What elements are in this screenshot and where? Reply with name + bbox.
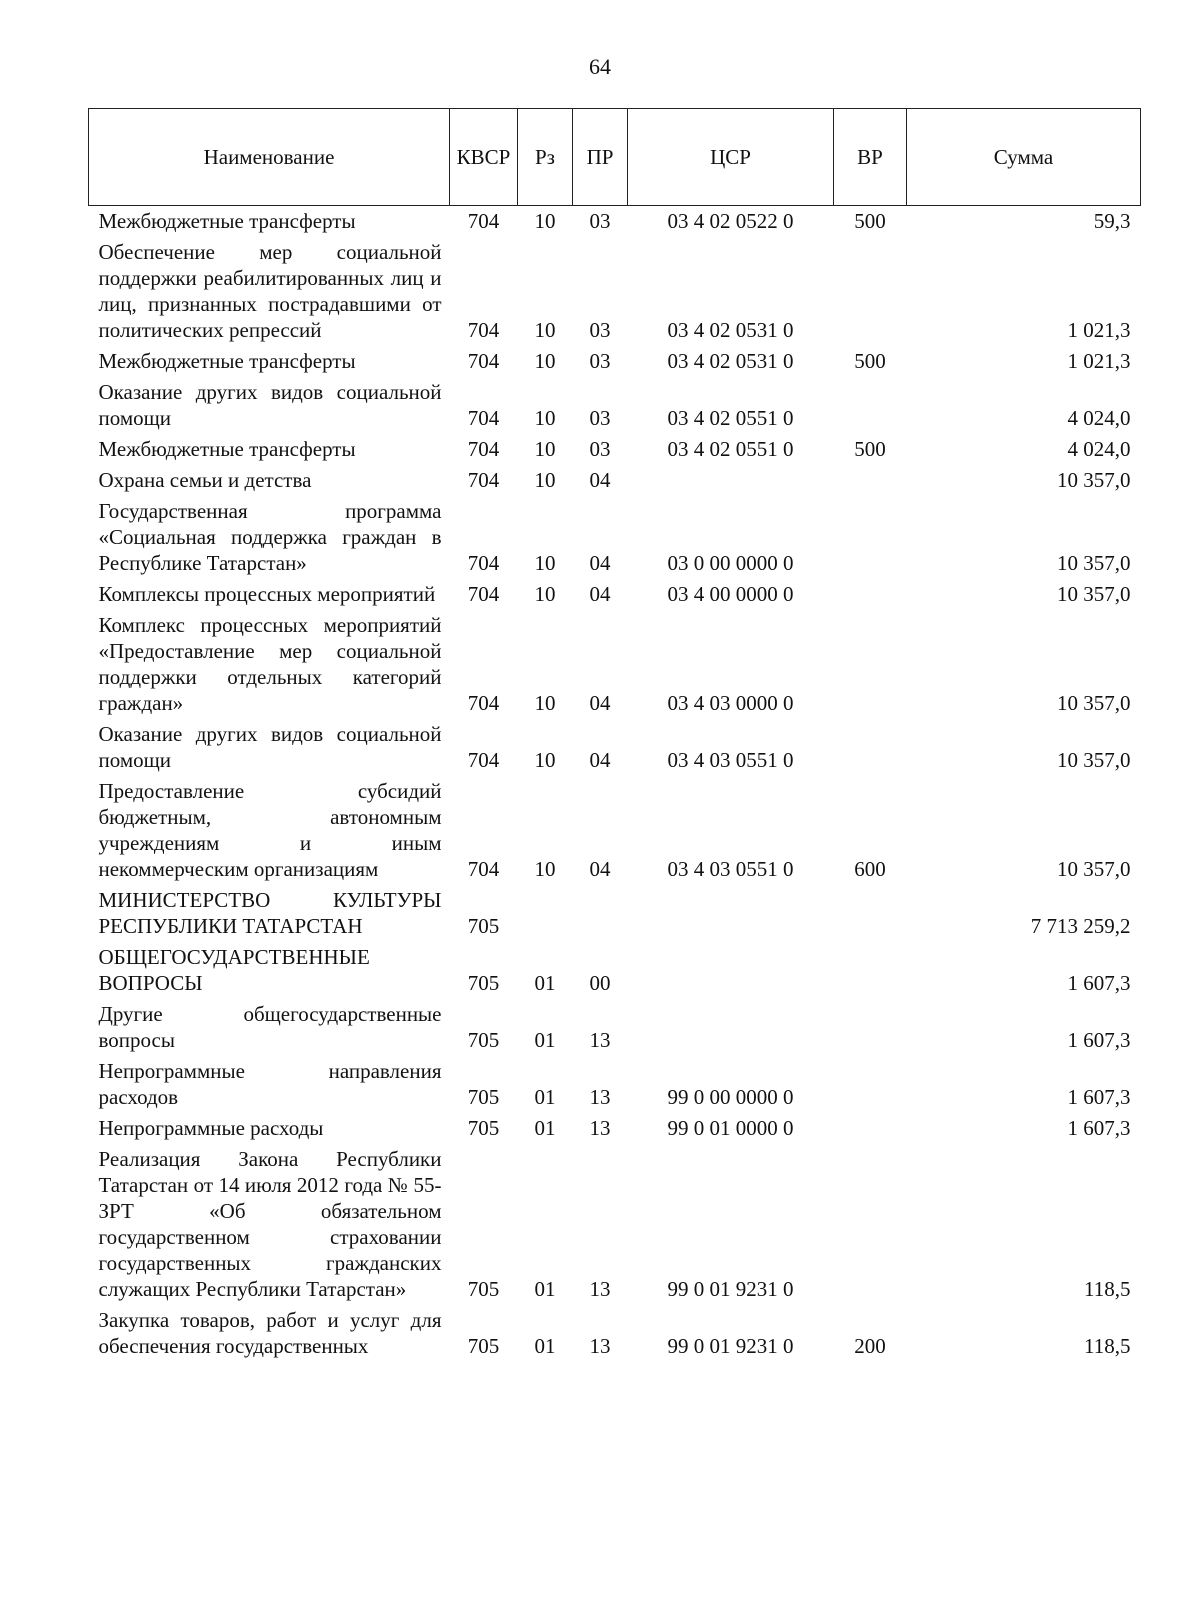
- cell-kvsr: 704: [467, 748, 500, 772]
- cell-pr: 04: [589, 748, 611, 772]
- cell-csr: 99 0 00 0000 0: [667, 1085, 794, 1109]
- table-header-row: [89, 109, 1141, 206]
- cell-pr: 03: [589, 437, 611, 461]
- cell-pr: 03: [589, 406, 611, 430]
- table-body: [89, 206, 1141, 1362]
- cell-pr: 13: [589, 1028, 611, 1052]
- table-row: [89, 206, 1141, 237]
- cell-kvsr: 704: [467, 209, 500, 233]
- cell-vr: [834, 609, 907, 718]
- cell-rz: 01: [534, 971, 556, 995]
- cell-sum: 1 607,3: [1067, 1028, 1131, 1052]
- cell-vr: [834, 376, 907, 433]
- cell-kvsr: 704: [467, 468, 500, 492]
- cell-rz: 01: [534, 1028, 556, 1052]
- cell-kvsr: 704: [467, 691, 500, 715]
- cell-kvsr: 705: [467, 1277, 500, 1301]
- cell-name: Непрограммные расходы: [98, 1116, 324, 1140]
- cell-rz: 01: [534, 1085, 556, 1109]
- header-csr: ЦСР: [628, 109, 834, 206]
- cell-csr: 99 0 01 9231 0: [667, 1334, 794, 1358]
- cell-rz: 10: [534, 857, 556, 881]
- cell-vr: [834, 1055, 907, 1112]
- cell-csr: 03 4 03 0000 0: [667, 691, 794, 715]
- table-row: [89, 464, 1141, 495]
- cell-pr: 00: [589, 971, 611, 995]
- cell-vr: [834, 1143, 907, 1304]
- cell-sum: 10 357,0: [1057, 857, 1131, 881]
- cell-pr: 04: [589, 582, 611, 606]
- cell-name: МИНИСТЕРСТВО КУЛЬТУРЫ РЕСПУБЛИКИ ТАТАРСТАН: [98, 888, 442, 938]
- table-row: [89, 578, 1141, 609]
- table-row: [89, 1112, 1141, 1143]
- cell-csr: 03 4 02 0551 0: [667, 437, 794, 461]
- cell-sum: 4 024,0: [1067, 406, 1131, 430]
- table-row: [89, 1055, 1141, 1112]
- cell-sum: 1 607,3: [1067, 1116, 1131, 1140]
- cell-sum: 10 357,0: [1057, 691, 1131, 715]
- header-vr: ВР: [834, 109, 907, 206]
- cell-rz: 10: [534, 748, 556, 772]
- cell-kvsr: 705: [467, 1085, 500, 1109]
- cell-vr: [834, 998, 907, 1055]
- cell-rz: 01: [534, 1116, 556, 1140]
- cell-pr: [573, 884, 628, 941]
- cell-rz: 10: [534, 551, 556, 575]
- cell-kvsr: 704: [467, 857, 500, 881]
- cell-pr: 03: [589, 209, 611, 233]
- cell-kvsr: 705: [467, 971, 500, 995]
- cell-sum: 1 607,3: [1067, 971, 1131, 995]
- cell-name: Охрана семьи и детства: [98, 468, 312, 492]
- cell-name: Оказание других видов социальной помощи: [98, 722, 442, 772]
- cell-csr: 03 0 00 0000 0: [667, 551, 794, 575]
- cell-sum: 4 024,0: [1067, 437, 1131, 461]
- table-row: [89, 998, 1141, 1055]
- cell-sum: 1 607,3: [1067, 1085, 1131, 1109]
- cell-csr: 03 4 02 0531 0: [667, 349, 794, 373]
- cell-pr: 04: [589, 857, 611, 881]
- table-row: [89, 345, 1141, 376]
- cell-rz: 01: [534, 1334, 556, 1358]
- cell-vr: 200: [854, 1334, 886, 1358]
- cell-vr: [834, 495, 907, 578]
- cell-pr: 03: [589, 349, 611, 373]
- cell-csr: 03 4 03 0551 0: [667, 748, 794, 772]
- cell-pr: 04: [589, 551, 611, 575]
- cell-sum: 118,5: [1084, 1334, 1131, 1358]
- cell-csr: 99 0 01 9231 0: [667, 1277, 794, 1301]
- cell-name: Комплексы процессных мероприятий: [98, 582, 436, 606]
- cell-kvsr: 704: [467, 318, 500, 342]
- cell-pr: 13: [589, 1334, 611, 1358]
- cell-name: ОБЩЕГОСУДАРСТВЕННЫЕ ВОПРОСЫ: [98, 945, 370, 995]
- cell-name: Обеспечение мер социальной поддержки реабилитированных лиц и лиц, признанных пострадавшими от политических репрессий: [98, 240, 442, 342]
- table-row: [89, 1304, 1141, 1361]
- cell-name: Предоставление субсидий бюджетным, автономным учреждениям и иным некоммерческим организациям: [98, 779, 442, 881]
- cell-pr: 13: [589, 1085, 611, 1109]
- cell-kvsr: 704: [467, 437, 500, 461]
- cell-kvsr: 705: [467, 1334, 500, 1358]
- cell-vr: [834, 718, 907, 775]
- cell-rz: [518, 884, 573, 941]
- cell-sum: 10 357,0: [1057, 468, 1131, 492]
- cell-sum: 10 357,0: [1057, 551, 1131, 575]
- cell-vr: [834, 1112, 907, 1143]
- cell-kvsr: 705: [467, 1028, 500, 1052]
- cell-sum: 1 021,3: [1067, 349, 1131, 373]
- table-row: [89, 376, 1141, 433]
- cell-csr: 03 4 03 0551 0: [667, 857, 794, 881]
- table-row: [89, 433, 1141, 464]
- cell-name: Государственная программа «Социальная поддержка граждан в Республике Татарстан»: [98, 499, 442, 575]
- header-name: Наименование: [89, 109, 450, 206]
- cell-csr: [628, 998, 834, 1055]
- cell-vr: 500: [854, 209, 886, 233]
- cell-pr: 04: [589, 468, 611, 492]
- cell-rz: 10: [534, 468, 556, 492]
- cell-pr: 04: [589, 691, 611, 715]
- cell-name: Реализация Закона Республики Татарстан от 14 июля 2012 года № 55-ЗРТ «Об обязательном государственном страховании государственных гражданских служащих Республики Татарстан»: [98, 1147, 442, 1301]
- cell-rz: 10: [534, 437, 556, 461]
- header-sum: Сумма: [907, 109, 1141, 206]
- header-rz: Рз: [518, 109, 573, 206]
- cell-name: Межбюджетные трансферты: [98, 349, 356, 373]
- cell-rz: 10: [534, 349, 556, 373]
- cell-csr: 03 4 02 0531 0: [667, 318, 794, 342]
- cell-name: Закупка товаров, работ и услуг для обеспечения государственных: [98, 1308, 442, 1358]
- table-row: [89, 718, 1141, 775]
- cell-kvsr: 704: [467, 349, 500, 373]
- cell-name: Оказание других видов социальной помощи: [98, 380, 442, 430]
- cell-sum: 1 021,3: [1067, 318, 1131, 342]
- cell-vr: [834, 941, 907, 998]
- cell-vr: [834, 884, 907, 941]
- cell-vr: 500: [854, 437, 886, 461]
- cell-kvsr: 704: [467, 582, 500, 606]
- cell-csr: 03 4 00 0000 0: [667, 582, 794, 606]
- cell-sum: 59,3: [1093, 209, 1131, 233]
- header-kvsr: КВСР: [450, 109, 518, 206]
- cell-vr: [834, 578, 907, 609]
- cell-kvsr: 705: [467, 1116, 500, 1140]
- cell-pr: 13: [589, 1277, 611, 1301]
- cell-rz: 10: [534, 209, 556, 233]
- cell-pr: 03: [589, 318, 611, 342]
- header-pr: ПР: [573, 109, 628, 206]
- cell-csr: [628, 941, 834, 998]
- cell-name: Другие общегосударственные вопросы: [98, 1002, 442, 1052]
- cell-kvsr: 705: [467, 914, 500, 938]
- cell-csr: [628, 884, 834, 941]
- cell-vr: [834, 236, 907, 345]
- cell-vr: [834, 464, 907, 495]
- cell-vr: 500: [854, 349, 886, 373]
- cell-kvsr: 704: [467, 406, 500, 430]
- cell-csr: 99 0 01 0000 0: [667, 1116, 794, 1140]
- cell-csr: 03 4 02 0551 0: [667, 406, 794, 430]
- cell-rz: 10: [534, 318, 556, 342]
- cell-pr: 13: [589, 1116, 611, 1140]
- cell-rz: 10: [534, 582, 556, 606]
- table-row: [89, 1143, 1141, 1304]
- cell-sum: 10 357,0: [1057, 748, 1131, 772]
- table-row: [89, 495, 1141, 578]
- table-row: [89, 775, 1141, 884]
- cell-name: Непрограммные направления расходов: [98, 1059, 442, 1109]
- cell-csr: 03 4 02 0522 0: [667, 209, 794, 233]
- cell-sum: 10 357,0: [1057, 582, 1131, 606]
- cell-rz: 10: [534, 406, 556, 430]
- page-number: 64: [589, 54, 611, 79]
- cell-name: Межбюджетные трансферты: [98, 209, 356, 233]
- table-row: [89, 884, 1141, 941]
- cell-kvsr: 704: [467, 551, 500, 575]
- cell-rz: 10: [534, 691, 556, 715]
- cell-sum: 7 713 259,2: [1030, 914, 1131, 938]
- cell-sum: 118,5: [1084, 1277, 1131, 1301]
- cell-rz: 01: [534, 1277, 556, 1301]
- budget-table: [88, 108, 1141, 1361]
- table-row: [89, 236, 1141, 345]
- table-row: [89, 941, 1141, 998]
- cell-csr: [628, 464, 834, 495]
- cell-name: Комплекс процессных мероприятий «Предоставление мер социальной поддержки отдельных категорий граждан»: [98, 613, 442, 715]
- cell-name: Межбюджетные трансферты: [98, 437, 356, 461]
- cell-vr: 600: [854, 857, 886, 881]
- table-row: [89, 609, 1141, 718]
